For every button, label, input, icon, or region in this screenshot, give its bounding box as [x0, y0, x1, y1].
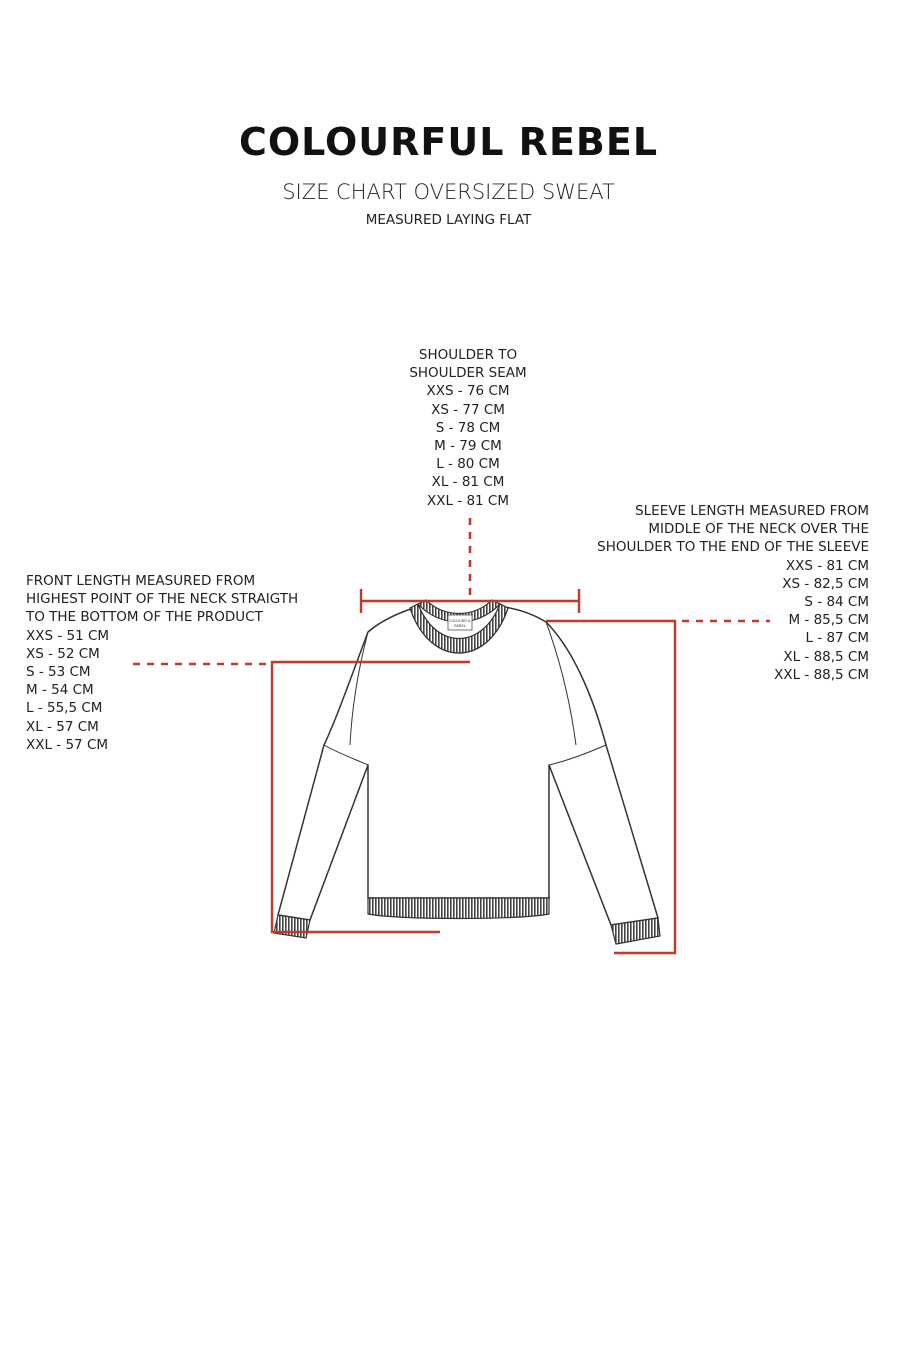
- front-length-size: L - 55,5 CM: [26, 700, 103, 717]
- sleeve-size: M - 85,5 CM: [788, 612, 869, 629]
- shoulder-size: XS - 77 CM: [431, 401, 505, 418]
- chart-title: SIZE CHART OVERSIZED SWEAT: [282, 180, 615, 204]
- neck-label-line: COLOURFUL: [449, 619, 471, 623]
- sleeve-size: XXS - 81 CM: [785, 557, 869, 574]
- sleeve-heading-line: SLEEVE LENGTH MEASURED FROM: [635, 503, 869, 519]
- front-length-heading-line: TO THE BOTTOM OF THE PRODUCT: [26, 609, 263, 626]
- chart-subtitle: MEASURED LAYING FLAT: [365, 212, 532, 228]
- sleeve-size: L - 87 CM: [805, 630, 869, 647]
- front-length-size: XS - 52 CM: [26, 645, 100, 662]
- ribbing: [274, 898, 660, 944]
- sleeve-size: XXL - 88,5 CM: [774, 666, 869, 683]
- front-length-size: M - 54 CM: [26, 682, 94, 699]
- shoulder-size: XXL - 81 CM: [426, 492, 509, 509]
- front-length-size: S - 53 CM: [26, 664, 91, 681]
- sleeve-heading-line: SHOULDER TO THE END OF THE SLEEVE: [597, 539, 869, 556]
- shoulder-size: S - 78 CM: [435, 419, 501, 436]
- hem-band: [368, 898, 549, 919]
- shoulder-size: XL - 81 CM: [431, 474, 505, 491]
- sweater-body: [278, 606, 658, 925]
- shoulder-size: XXS - 76 CM: [426, 383, 510, 400]
- brand-logo: COLOURFUL REBEL: [238, 120, 659, 164]
- shoulder-heading-line: SHOULDER TO: [418, 347, 518, 363]
- front-length-heading-line: HIGHEST POINT OF THE NECK STRAIGTH: [26, 591, 299, 608]
- sweater-outline: [278, 606, 658, 925]
- front-length-size: XXL - 57 CM: [26, 736, 109, 753]
- front-length-heading-line: FRONT LENGTH MEASURED FROM: [26, 573, 256, 589]
- front-length-size: XL - 57 CM: [26, 718, 99, 735]
- neck-label: [448, 615, 472, 630]
- front-length-size: XXS - 51 CM: [26, 627, 110, 644]
- sleeve-size: XL - 88,5 CM: [783, 648, 869, 665]
- sleeve-heading-line: MIDDLE OF THE NECK OVER THE: [648, 521, 869, 538]
- sleeve-size: S - 84 CM: [804, 594, 869, 611]
- sleeve-size: XS - 82,5 CM: [782, 575, 869, 592]
- neck-label-line: REBEL: [454, 624, 466, 628]
- shoulder-heading-line: SHOULDER SEAM: [409, 365, 527, 382]
- shoulder-size: L - 80 CM: [436, 456, 500, 473]
- shoulder-size: M - 79 CM: [434, 438, 502, 455]
